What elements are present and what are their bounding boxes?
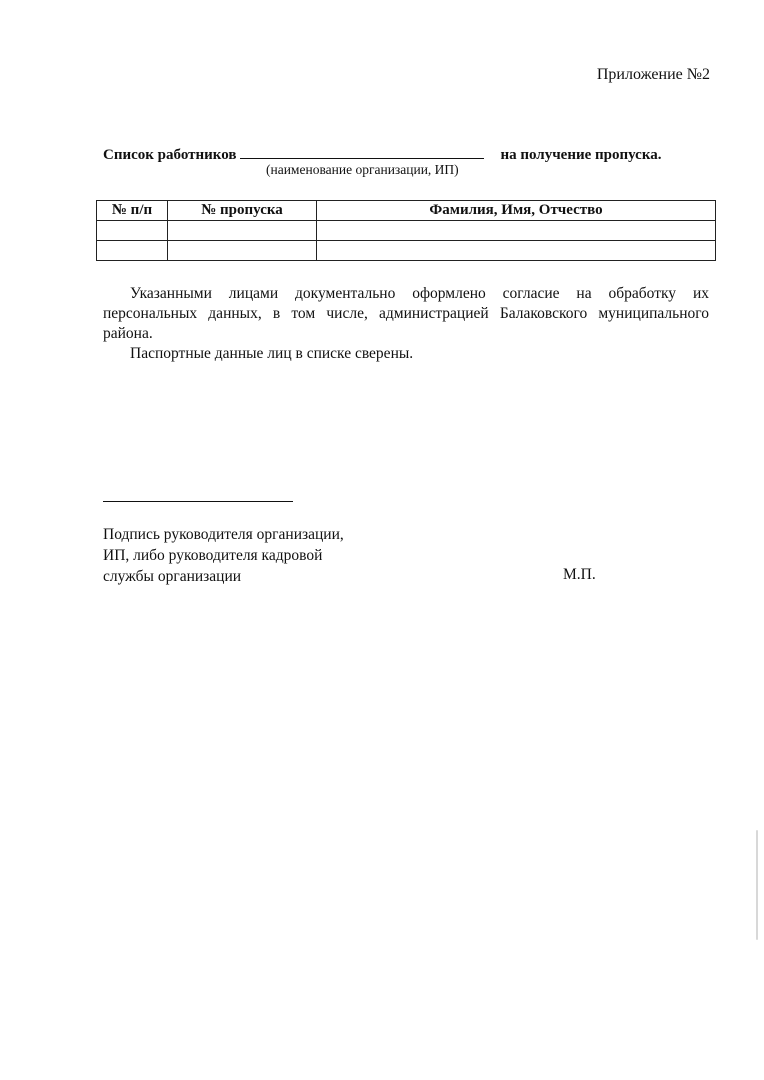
signature-caption: [103, 524, 344, 587]
header-pass-number: № пропуска: [168, 201, 317, 221]
table-cell: [97, 221, 168, 241]
table-cell: [317, 221, 716, 241]
organization-blank-line: [240, 144, 484, 159]
stamp-label: М.П.: [563, 566, 596, 583]
list-title: [103, 144, 662, 164]
workers-table: [96, 200, 716, 261]
consent-paragraph: Указанными лицами документально оформлено согласие на обработку их персональных данных, в том числе, администрацией Балаковского муниципального района.: [103, 285, 709, 342]
body-text: [103, 284, 709, 364]
passport-check-paragraph: Паспортные данные лиц в списке сверены.: [130, 345, 414, 362]
appendix-label: Приложение №2: [596, 66, 710, 83]
signature-line: [103, 501, 293, 502]
table-cell: [168, 241, 317, 261]
table-cell: [168, 221, 317, 241]
header-number: № п/п: [97, 201, 168, 221]
signature-caption-line: службы организации: [103, 568, 242, 585]
scrollbar-thumb[interactable]: [756, 830, 758, 940]
table-row: [97, 241, 716, 261]
table-header-row: [97, 201, 716, 221]
signature-caption-line: ИП, либо руководителя кадровой: [103, 547, 323, 564]
table-cell: [317, 241, 716, 261]
list-title-suffix: на получение пропуска.: [500, 147, 662, 163]
list-title-prefix: Список работников: [103, 147, 237, 163]
header-full-name: Фамилия, Имя, Отчество: [317, 201, 716, 221]
signature-caption-line: Подпись руководителя организации,: [103, 526, 344, 543]
table-cell: [97, 241, 168, 261]
table-row: [97, 221, 716, 241]
organization-caption: (наименование организации, ИП): [266, 162, 459, 177]
